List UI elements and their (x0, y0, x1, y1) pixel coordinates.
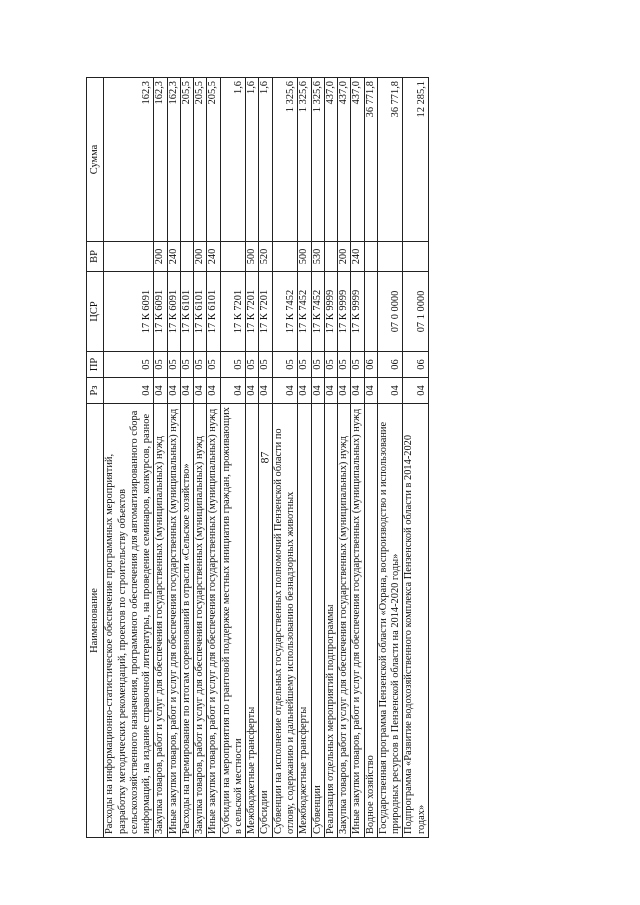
cell-csr: 17 К 6101 (207, 272, 220, 352)
cell-csr: 17 К 9999 (338, 272, 351, 352)
cell-name: Расходы на информационно-статистическое обеспечение программных мероприятий, разработку методических рекомендаций, проектов по строительству объектов сельскохозяйственного назначения, программного обеспечения для автоматизированного сбора информаций, на издание справочной литературы, на проведение семинаров, конкурсов, разное (104, 404, 154, 838)
cell-rz: 04 (154, 378, 167, 404)
cell-rz: 04 (104, 378, 154, 404)
cell-name: Субвенции (311, 404, 324, 838)
cell-sum: 36 771,8 (364, 78, 377, 242)
cell-csr: 17 К 9999 (351, 272, 364, 352)
table-row (298, 78, 311, 838)
cell-vr (324, 242, 337, 272)
cell-rz: 04 (207, 378, 220, 404)
table-header-row (87, 78, 104, 838)
cell-name: Закупка товаров, работ и услуг для обеспечения государственных (муниципальных) нужд (338, 404, 351, 838)
table-row (351, 78, 364, 838)
cell-csr: 17 К 6091 (104, 272, 154, 352)
table-row (194, 78, 207, 838)
table-row (180, 78, 193, 838)
cell-sum: 437,0 (351, 78, 364, 242)
cell-name: Иные закупки товаров, работ и услуг для обеспечения государственных (муниципальных) нужд (167, 404, 180, 838)
cell-vr (403, 242, 429, 272)
cell-rz: 04 (403, 378, 429, 404)
cell-vr (220, 242, 246, 272)
cell-pr: 05 (154, 352, 167, 378)
cell-pr: 05 (298, 352, 311, 378)
header-name: Наименование (87, 404, 104, 838)
cell-rz: 04 (324, 378, 337, 404)
cell-name: Реализация отдельных мероприятий подпрограммы (324, 404, 337, 838)
table-row (311, 78, 324, 838)
cell-name: Субсидии (259, 404, 272, 838)
table-row (338, 78, 351, 838)
cell-sum: 36 771,8 (377, 78, 403, 242)
table-body (104, 78, 429, 838)
table-row (272, 78, 298, 838)
cell-csr: 07 0 0000 (377, 272, 403, 352)
header-sum: Сумма (87, 78, 104, 242)
cell-sum: 1 325,6 (311, 78, 324, 242)
table-row (104, 78, 154, 838)
cell-name: Подпрограмма «Развитие водохозяйственного комплекса Пензенской области в 2014-2020 годах» (403, 404, 429, 838)
cell-rz: 04 (377, 378, 403, 404)
table-row (207, 78, 220, 838)
cell-rz: 04 (180, 378, 193, 404)
cell-pr: 05 (338, 352, 351, 378)
header-vr: ВР (87, 242, 104, 272)
cell-vr: 240 (351, 242, 364, 272)
cell-name: Межбюджетные трансферты (298, 404, 311, 838)
cell-vr (364, 242, 377, 272)
cell-sum: 1 325,6 (298, 78, 311, 242)
cell-name: Водное хозяйство (364, 404, 377, 838)
cell-vr: 200 (338, 242, 351, 272)
cell-pr: 05 (207, 352, 220, 378)
cell-rz: 04 (272, 378, 298, 404)
table-row (259, 78, 272, 838)
cell-name: Иные закупки товаров, работ и услуг для обеспечения государственных (муниципальных) нужд (351, 404, 364, 838)
cell-csr: 17 К 6101 (180, 272, 193, 352)
cell-pr: 05 (220, 352, 246, 378)
cell-sum: 162,3 (167, 78, 180, 242)
cell-sum: 1,6 (259, 78, 272, 242)
cell-name: Субсидии на мероприятия по грантовой поддержке местных инициатив граждан, проживающих в сельской местности (220, 404, 246, 838)
cell-pr: 05 (324, 352, 337, 378)
cell-rz: 04 (311, 378, 324, 404)
cell-sum: 205,5 (194, 78, 207, 242)
cell-csr: 17 К 7201 (220, 272, 246, 352)
cell-pr: 05 (167, 352, 180, 378)
cell-rz: 04 (351, 378, 364, 404)
budget-table (86, 77, 429, 838)
cell-sum: 12 285,1 (403, 78, 429, 242)
cell-sum: 205,5 (180, 78, 193, 242)
cell-rz: 04 (259, 378, 272, 404)
cell-name: Иные закупки товаров, работ и услуг для обеспечения государственных (муниципальных) нужд (207, 404, 220, 838)
table-row (324, 78, 337, 838)
header-pr: ПР (87, 352, 104, 378)
budget-table-container (86, 78, 536, 838)
cell-csr: 17 К 6091 (154, 272, 167, 352)
cell-pr: 06 (377, 352, 403, 378)
header-csr: ЦСР (87, 272, 104, 352)
cell-name: Государственная программа Пензенской области «Охрана, воспроизводство и использование природных ресурсов в Пензенской области на 2014-2020 годы» (377, 404, 403, 838)
cell-vr: 240 (167, 242, 180, 272)
table-row (377, 78, 403, 838)
cell-csr: 07 1 0000 (403, 272, 429, 352)
cell-sum: 1 325,6 (272, 78, 298, 242)
table-row (154, 78, 167, 838)
cell-sum: 1,6 (220, 78, 246, 242)
cell-vr: 240 (207, 242, 220, 272)
cell-name: Межбюджетные трансферты (246, 404, 259, 838)
cell-vr: 200 (154, 242, 167, 272)
table-row (364, 78, 377, 838)
cell-rz: 04 (220, 378, 246, 404)
cell-csr: 17 К 6091 (167, 272, 180, 352)
cell-sum: 1,6 (246, 78, 259, 242)
cell-name: Закупка товаров, работ и услуг для обеспечения государственных (муниципальных) нужд (154, 404, 167, 838)
cell-vr (104, 242, 154, 272)
cell-rz: 04 (167, 378, 180, 404)
cell-pr: 05 (180, 352, 193, 378)
cell-pr: 05 (272, 352, 298, 378)
cell-vr: 530 (311, 242, 324, 272)
cell-pr: 05 (246, 352, 259, 378)
cell-rz: 04 (364, 378, 377, 404)
cell-name: Закупка товаров, работ и услуг для обеспечения государственных (муниципальных) нужд (194, 404, 207, 838)
cell-rz: 04 (194, 378, 207, 404)
cell-vr: 520 (259, 242, 272, 272)
cell-csr: 17 К 7201 (246, 272, 259, 352)
cell-vr (377, 242, 403, 272)
cell-pr: 05 (194, 352, 207, 378)
cell-rz: 04 (338, 378, 351, 404)
cell-rz: 04 (246, 378, 259, 404)
page-number: 87 (257, 451, 272, 464)
table-row (246, 78, 259, 838)
cell-sum: 437,0 (338, 78, 351, 242)
cell-vr: 500 (246, 242, 259, 272)
table-row (220, 78, 246, 838)
cell-sum: 162,3 (104, 78, 154, 242)
cell-vr: 200 (194, 242, 207, 272)
cell-pr: 06 (364, 352, 377, 378)
cell-pr: 05 (351, 352, 364, 378)
cell-csr: 17 К 7452 (311, 272, 324, 352)
header-rz: Рз (87, 378, 104, 404)
cell-csr (364, 272, 377, 352)
cell-sum: 437,0 (324, 78, 337, 242)
cell-sum: 162,3 (154, 78, 167, 242)
cell-name: Расходы на премирование по итогам соревнований в отрасли «Сельское хозяйство» (180, 404, 193, 838)
cell-csr: 17 К 7452 (272, 272, 298, 352)
cell-pr: 05 (104, 352, 154, 378)
cell-sum: 205,5 (207, 78, 220, 242)
cell-pr: 05 (259, 352, 272, 378)
cell-name: Субвенции на исполнение отдельных государственных полномочий Пензенской области по отлову, содержанию и дальнейшему использованию безнадзорных животных (272, 404, 298, 838)
cell-csr: 17 К 9999 (324, 272, 337, 352)
cell-csr: 17 К 7452 (298, 272, 311, 352)
cell-csr: 17 К 7201 (259, 272, 272, 352)
cell-pr: 05 (311, 352, 324, 378)
cell-pr: 06 (403, 352, 429, 378)
table-row (403, 78, 429, 838)
cell-rz: 04 (298, 378, 311, 404)
cell-vr (272, 242, 298, 272)
cell-vr (180, 242, 193, 272)
table-row (167, 78, 180, 838)
cell-csr: 17 К 6101 (194, 272, 207, 352)
cell-vr: 500 (298, 242, 311, 272)
